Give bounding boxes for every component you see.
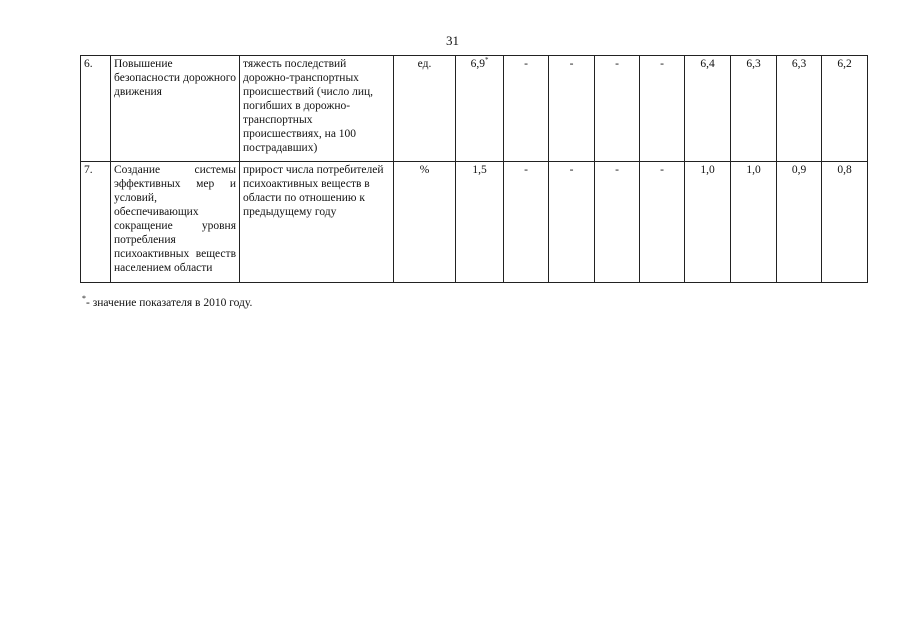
footnote — [82, 296, 252, 310]
value-cell: 1,0 — [731, 162, 777, 283]
value-cell: 1,0 — [685, 162, 731, 283]
base-value-cell — [456, 162, 504, 283]
page-number: 31 — [446, 33, 459, 48]
indicator-cell: тяжесть последствий дорожно-транспортных происшествий (число лиц, погибших в дорожно-транспортных происшествиях, на 100 пострадавших) — [240, 56, 394, 162]
value-cell: 6,3 — [777, 56, 822, 162]
value-cell: 6,2 — [822, 56, 868, 162]
value-cell: 0,9 — [777, 162, 822, 283]
footnote-mark: * — [484, 56, 489, 65]
value-cell: 6,3 — [731, 56, 777, 162]
value-cell: - — [549, 162, 595, 283]
row-number: 7. — [81, 162, 111, 283]
base-value: 6,9 — [470, 58, 485, 70]
value-cell: - — [549, 56, 595, 162]
unit-cell: % — [394, 162, 456, 283]
value-cell: 6,4 — [685, 56, 731, 162]
indicators-table — [80, 55, 868, 283]
footnote-text: - значение показателя в 2010 году. — [86, 297, 253, 309]
value-cell: - — [595, 162, 640, 283]
table-row — [81, 162, 868, 283]
unit-cell: ед. — [394, 56, 456, 162]
value-cell: - — [640, 56, 685, 162]
indicator-cell: прирост числа потребителей психоактивных веществ в области по отношению к предыдущему году — [240, 162, 394, 283]
value-cell: - — [640, 162, 685, 283]
footnote-mark: * — [82, 294, 86, 304]
value-cell: - — [504, 162, 549, 283]
table-row — [81, 56, 868, 162]
base-value: 1,5 — [472, 164, 487, 176]
row-number: 6. — [81, 56, 111, 162]
goal-cell: Повышение безопасности дорожного движения — [111, 56, 240, 162]
value-cell: - — [504, 56, 549, 162]
base-value-cell — [456, 56, 504, 162]
value-cell: - — [595, 56, 640, 162]
goal-cell: Создание системы эффективных мер и условий, обеспечивающих сокращение уровня потребления психоактивных веществ населением области — [111, 162, 240, 283]
value-cell: 0,8 — [822, 162, 868, 283]
